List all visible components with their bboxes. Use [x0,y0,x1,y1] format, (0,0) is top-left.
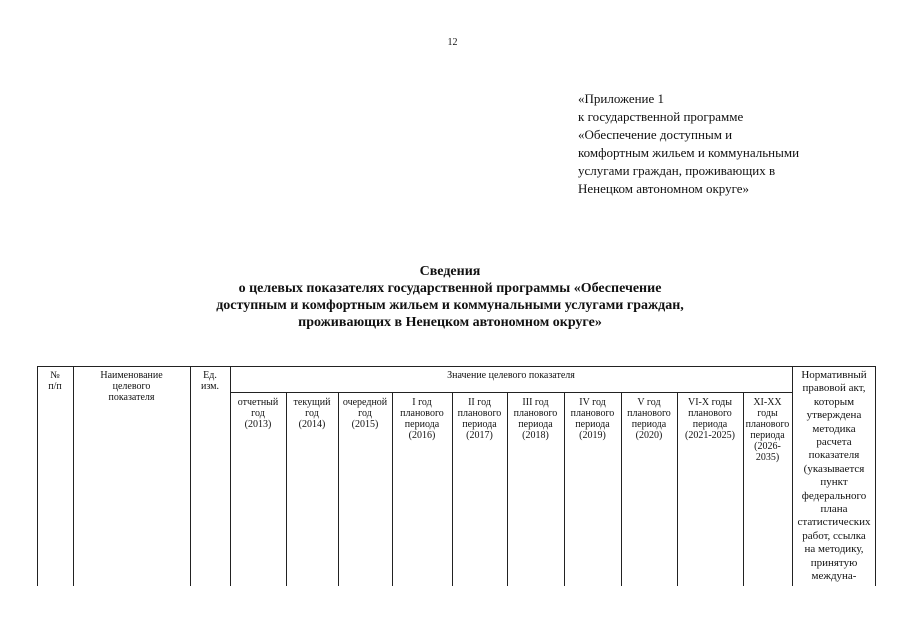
header-text-line: периода [750,430,785,441]
header-text-line: правовой акт, [802,382,866,395]
header-text-line: расчета [816,436,852,449]
appendix-line: к государственной программе [578,109,744,124]
header-text-line: V год [637,397,661,408]
header-text-line: отчетный [237,397,279,408]
header-period-9 [677,397,743,441]
header-text-line: XI-XX [753,397,782,408]
table-rule [37,366,38,586]
header-period-8 [621,397,677,441]
header-target-values [230,370,792,381]
header-text-line: статистических [797,516,871,529]
header-text-line: (2014) [298,419,326,430]
header-text-line: Нормативный [801,369,867,381]
appendix-line: «Приложение 1 [578,91,665,106]
header-text-line: изм. [201,381,219,392]
header-text-line: годы [757,408,778,419]
header-text-line: планового [570,408,615,419]
header-text-line: Наименование [100,370,163,381]
header-period-3 [338,397,392,430]
header-text-line: периода [462,419,497,430]
header-number [37,370,73,392]
header-period-7 [564,397,621,441]
page-number: 12 [447,37,458,48]
header-text-line: целевого [112,381,151,392]
header-text-line: планового [627,408,671,419]
header-normative-act [792,369,876,584]
header-period-1 [230,397,286,430]
title-line: Сведения [419,264,481,279]
header-text-line: (2019) [579,430,606,441]
header-text-line: текущий [293,397,331,408]
header-text-line: Значение целевого показателя [447,370,575,381]
header-text-line: планового [745,419,790,430]
title-line: доступным и комфортным жильем и коммунальными услугами граждан, [216,298,684,313]
table-rule [37,366,876,367]
header-period-5 [452,397,507,441]
header-period-2 [286,397,338,430]
header-text-line: № [50,370,60,381]
header-text-line: (2013) [244,419,272,430]
header-text-line: периода [575,419,610,430]
appendix-line: услугами граждан, проживающих в [578,163,776,178]
header-text-line: (2026- [754,441,781,452]
table-rule [190,366,191,586]
header-text-line: работ, ссылка [802,529,866,542]
header-text-line: междуна- [811,570,857,583]
header-text-line: периода [518,419,553,430]
header-unit [190,370,230,392]
header-text-line: 2035) [755,452,780,463]
header-period-6 [507,397,564,441]
appendix-line: комфортным жильем и коммунальными [578,145,800,160]
header-text-line: периода [631,419,667,430]
header-text-line: (указывается [803,462,865,475]
header-text-line: федерального [801,489,867,502]
header-text-line: III год [522,397,549,408]
indicators-table [37,366,876,586]
header-text-line: пункт [820,476,848,489]
header-text-line: периода [404,419,440,430]
header-text-line: (2018) [522,430,549,441]
header-text-line: VI-X годы [688,397,732,408]
header-text-line: периода [692,419,728,430]
header-text-line: год [358,408,372,419]
header-text-line: на методику, [804,543,864,556]
header-text-line: плана [820,503,848,516]
header-indicator-name [73,370,190,403]
header-text-line: год [251,408,265,419]
header-text-line: Ед. [203,370,217,381]
title-line: о целевых показателях государственной программы «Обеспечение [238,281,662,296]
header-period-10 [743,397,792,463]
header-text-line: I год [412,397,432,408]
table-rule [230,392,792,393]
appendix-line: «Обеспечение доступным и [578,127,733,142]
header-period-4 [392,397,452,441]
header-text-line: (2020) [635,430,663,441]
header-text-line: II год [468,397,491,408]
appendix-block [578,90,799,198]
header-text-line: планового [513,408,558,419]
header-text-line: которым [813,395,855,408]
header-text-line: (2021-2025) [685,430,735,441]
header-text-line: методика [812,422,856,435]
appendix-line: Ненецком автономном округе» [578,181,750,196]
header-text-line: показателя [808,449,860,462]
title-line: проживающих в Ненецком автономном округе» [298,315,602,330]
header-text-line: показателя [108,392,155,403]
header-text-line: IV год [579,397,606,408]
header-text-line: очередной [342,397,388,408]
header-text-line: (2017) [466,430,493,441]
header-text-line: принятую [810,556,858,569]
header-text-line: п/п [48,381,62,392]
header-text-line: год [305,408,319,419]
header-text-line: планового [457,408,502,419]
header-text-line: планового [688,408,732,419]
header-text-line: (2015) [351,419,379,430]
header-text-line: планового [400,408,444,419]
document-title [150,263,750,331]
header-text-line: (2016) [408,430,436,441]
header-text-line: утверждена [806,409,862,422]
